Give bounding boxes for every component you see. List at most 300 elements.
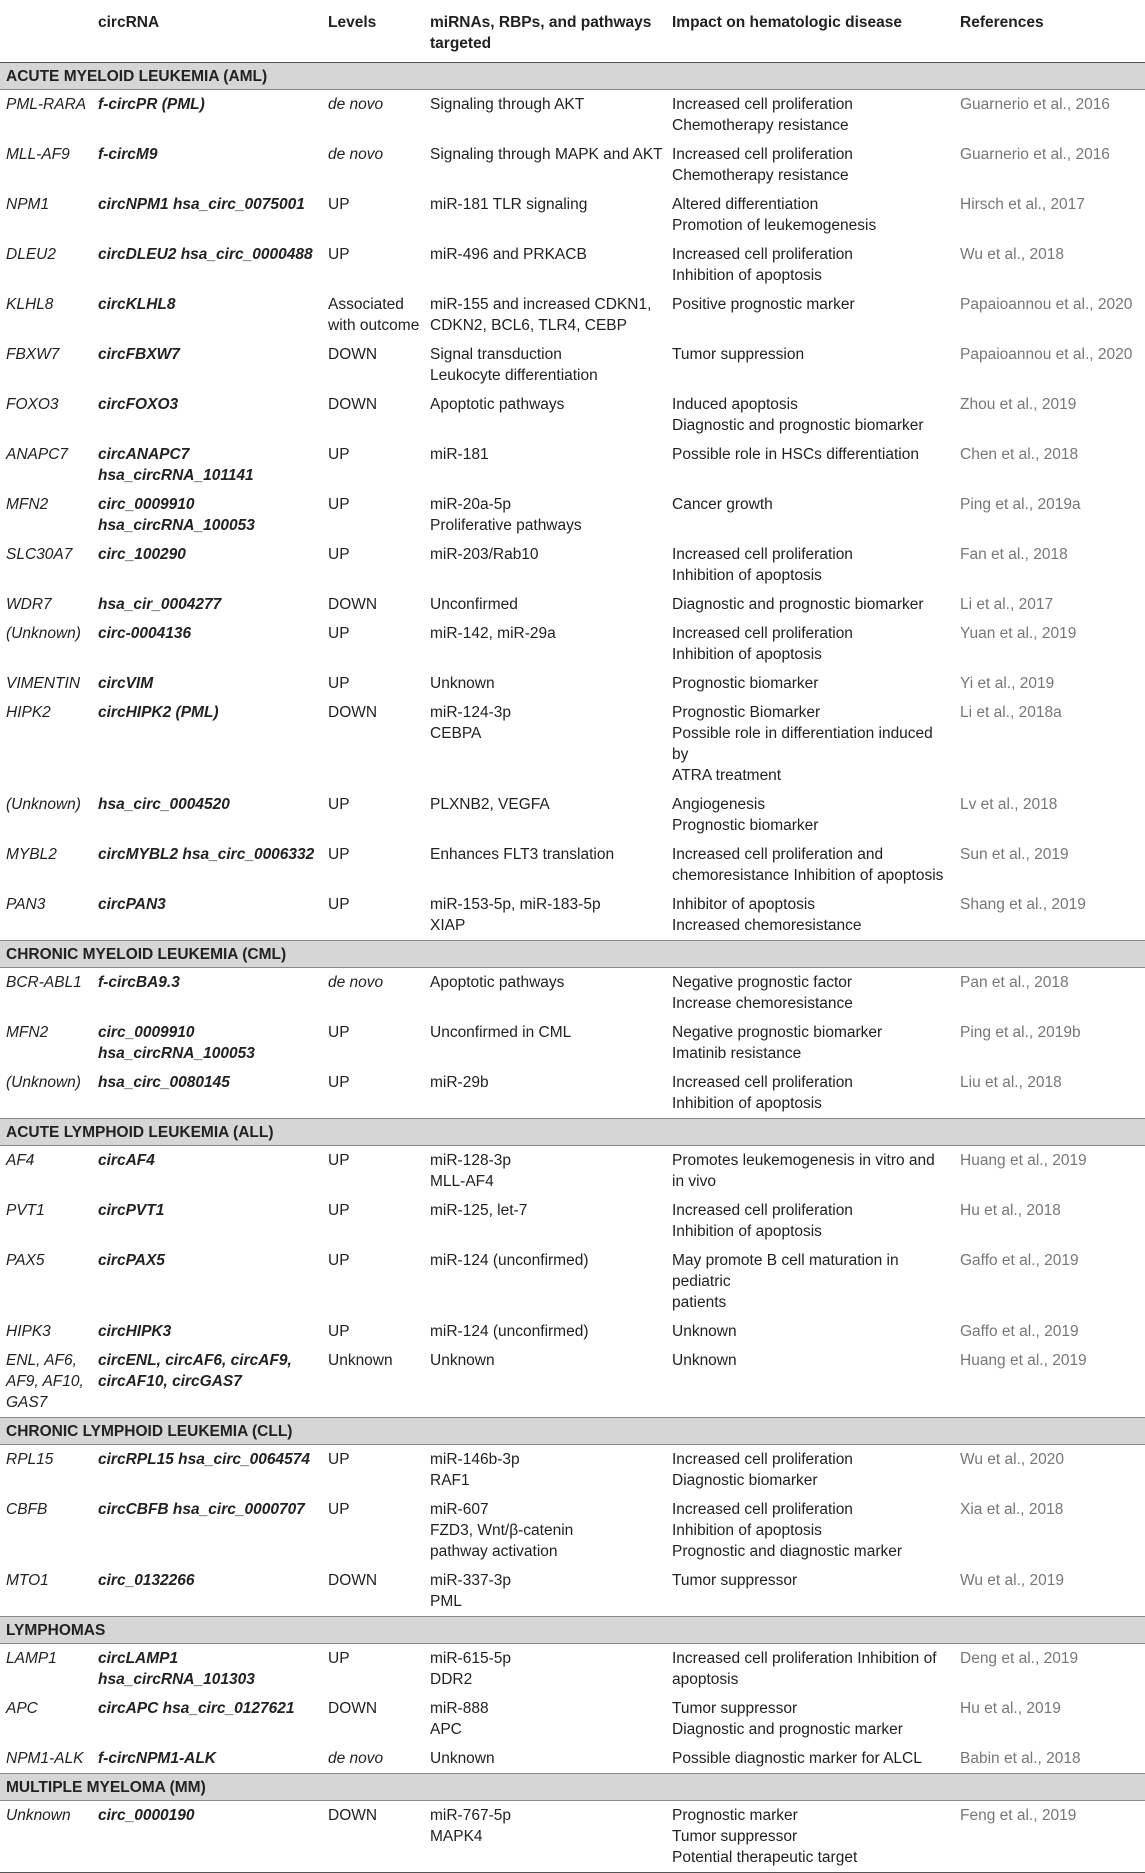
header-targets: miRNAs, RBPs, and pathways targeted: [426, 0, 668, 63]
targets-cell: [426, 390, 668, 440]
gene-cell-line: MLL-AF9: [6, 146, 70, 163]
levels-cell-line: UP: [328, 796, 350, 813]
impact-cell: [668, 1744, 956, 1774]
levels-cell-line: UP: [328, 675, 350, 692]
impact-cell: [668, 790, 956, 840]
targets-cell: [426, 490, 668, 540]
impact-cell-line: Diagnostic biomarker: [672, 1472, 818, 1489]
impact-cell-line: Possible role in differentiation induced by: [672, 725, 933, 763]
targets-cell-line: Unknown: [430, 1352, 495, 1369]
gene-cell-line: PAN3: [6, 896, 46, 913]
targets-cell-line: RAF1: [430, 1472, 470, 1489]
levels-cell-line: de novo: [328, 96, 384, 113]
targets-cell-line: Unconfirmed in CML: [430, 1024, 572, 1041]
circrna-cell-line: hsa_circ_0080145: [98, 1074, 230, 1091]
impact-cell-line: Diagnostic and prognostic biomarker: [672, 417, 924, 434]
targets-cell: [426, 140, 668, 190]
levels-cell: [324, 1196, 426, 1246]
circrna-cell: [94, 1566, 324, 1617]
impact-cell: [668, 490, 956, 540]
impact-cell-line: Increased cell proliferation: [672, 1074, 853, 1091]
impact-cell-line: Inhibition of apoptosis: [672, 1095, 822, 1112]
targets-cell: [426, 840, 668, 890]
circrna-cell-line: hsa_circRNA_101141: [98, 467, 254, 484]
impact-cell-line: Increased cell proliferation Inhibition of: [672, 1650, 937, 1667]
section-header-row: [0, 1617, 1145, 1644]
reference-cell: Papaioannou et al., 2020: [960, 296, 1133, 313]
impact-cell-line: Imatinib resistance: [672, 1045, 802, 1062]
table-row: [0, 1246, 1145, 1317]
circrna-cell: [94, 290, 324, 340]
table-row: [0, 90, 1145, 141]
circrna-cell-line: circPAX5: [98, 1252, 165, 1269]
circrna-cell: [94, 1196, 324, 1246]
levels-cell-line: UP: [328, 546, 350, 563]
circrna-cell-line: circ-0004136: [98, 625, 192, 642]
targets-cell-line: CEBPA: [430, 725, 482, 742]
impact-cell-line: Unknown: [672, 1323, 737, 1340]
impact-cell: [668, 1246, 956, 1317]
gene-cell-line: DLEU2: [6, 246, 56, 263]
targets-cell-line: Unconfirmed: [430, 596, 518, 613]
targets-cell: [426, 190, 668, 240]
impact-cell-line: Increased cell proliferation: [672, 146, 853, 163]
circrna-cell-line: f-circPR (PML): [98, 96, 205, 113]
table-row: [0, 390, 1145, 440]
reference-cell: Shang et al., 2019: [960, 896, 1086, 913]
gene-cell: [0, 190, 94, 240]
targets-cell: [426, 240, 668, 290]
circrna-cell: [94, 790, 324, 840]
gene-cell: [0, 90, 94, 141]
gene-cell-line: RPL15: [6, 1451, 54, 1468]
impact-cell-line: Increased cell proliferation: [672, 246, 853, 263]
circrna-cell-line: circ_0132266: [98, 1572, 195, 1589]
gene-cell-line: FBXW7: [6, 346, 60, 363]
reference-cell: Gaffo et al., 2019: [960, 1323, 1079, 1340]
table-row: [0, 1644, 1145, 1695]
levels-cell-line: DOWN: [328, 1807, 378, 1824]
table-row: [0, 240, 1145, 290]
targets-cell-line: XIAP: [430, 917, 466, 934]
table-row: [0, 590, 1145, 619]
circrna-cell: [94, 1317, 324, 1346]
targets-cell-line: Unknown: [430, 675, 495, 692]
table-row: [0, 490, 1145, 540]
header-references: References: [956, 0, 1145, 63]
levels-cell-line: UP: [328, 1202, 350, 1219]
targets-cell: [426, 1018, 668, 1068]
circrna-cell: [94, 890, 324, 941]
circrna-cell-line: circ_0000190: [98, 1807, 195, 1824]
circrna-cell: [94, 1495, 324, 1566]
targets-cell-line: Apoptotic pathways: [430, 974, 565, 991]
impact-cell-line: Tumor suppressor: [672, 1828, 798, 1845]
levels-cell-line: with outcome: [328, 317, 420, 334]
impact-cell-line: ATRA treatment: [672, 767, 782, 784]
circrna-cell: [94, 1694, 324, 1744]
circrna-cell-line: f-circBA9.3: [98, 974, 180, 991]
levels-cell-line: UP: [328, 1024, 350, 1041]
impact-cell-line: Inhibition of apoptosis: [672, 267, 822, 284]
impact-cell-line: Negative prognostic biomarker: [672, 1024, 883, 1041]
circrna-cell: [94, 1346, 324, 1418]
impact-cell-line: Possible role in HSCs differentiation: [672, 446, 919, 463]
impact-cell-line: chemoresistance Inhibition of apoptosis: [672, 867, 944, 884]
reference-cell: Wu et al., 2018: [960, 246, 1064, 263]
impact-cell-line: Inhibition of apoptosis: [672, 646, 822, 663]
targets-cell: [426, 669, 668, 698]
levels-cell-line: DOWN: [328, 1572, 378, 1589]
levels-cell-line: UP: [328, 246, 350, 263]
reference-cell: Feng et al., 2019: [956, 1801, 1145, 1873]
levels-cell: [324, 1346, 426, 1418]
targets-cell-line: miR-615-5p: [430, 1650, 511, 1667]
targets-cell-line: miR-337-3p: [430, 1572, 511, 1589]
gene-cell-line: (Unknown): [6, 1074, 81, 1091]
levels-cell-line: Unknown: [328, 1352, 393, 1369]
impact-cell: [668, 540, 956, 590]
gene-cell-line: AF4: [6, 1152, 35, 1169]
gene-cell: [0, 840, 94, 890]
circrna-cell: [94, 1644, 324, 1695]
impact-cell-line: Tumor suppression: [672, 346, 805, 363]
gene-cell: [0, 1495, 94, 1566]
gene-cell: [0, 669, 94, 698]
header-row: [0, 0, 1145, 63]
impact-cell-line: Diagnostic and prognostic marker: [672, 1721, 903, 1738]
targets-cell-line: FZD3, Wnt/β-catenin: [430, 1522, 574, 1539]
impact-cell-line: Inhibition of apoptosis: [672, 1522, 822, 1539]
circrna-cell: [94, 619, 324, 669]
targets-cell: [426, 590, 668, 619]
targets-cell-line: miR-125, let-7: [430, 1202, 528, 1219]
gene-cell-line: GAS7: [6, 1394, 48, 1411]
table-row: [0, 669, 1145, 698]
reference-cell: Chen et al., 2018: [960, 446, 1079, 463]
gene-cell-line: PML-RARA: [6, 96, 87, 113]
gene-cell-line: ANAPC7: [6, 446, 69, 463]
levels-cell-line: UP: [328, 1650, 350, 1667]
targets-cell: [426, 1246, 668, 1317]
impact-cell: [668, 1445, 956, 1496]
section-title: ACUTE LYMPHOID LEUKEMIA (ALL): [0, 1119, 1145, 1146]
reference-cell: Pan et al., 2018: [960, 974, 1069, 991]
impact-cell-line: Increased chemoresistance: [672, 917, 862, 934]
targets-cell-line: miR-146b-3p: [430, 1451, 520, 1468]
gene-cell-line: KLHL8: [6, 296, 54, 313]
targets-cell: [426, 540, 668, 590]
levels-cell: [324, 1644, 426, 1695]
levels-cell-line: UP: [328, 496, 350, 513]
impact-cell-line: Increased cell proliferation: [672, 1451, 853, 1468]
impact-cell-line: Altered differentiation: [672, 196, 819, 213]
table-row: [0, 1196, 1145, 1246]
targets-cell-line: Signal transduction: [430, 346, 562, 363]
table-row: [0, 340, 1145, 390]
table-row: [0, 698, 1145, 790]
targets-cell: [426, 698, 668, 790]
table-row: [0, 619, 1145, 669]
gene-cell: [0, 540, 94, 590]
targets-cell-line: miR-20a-5p: [430, 496, 511, 513]
circrna-cell: [94, 1246, 324, 1317]
levels-cell: [324, 190, 426, 240]
circrna-cell-line: circAF10, circGAS7: [98, 1373, 242, 1390]
targets-cell-line: DDR2: [430, 1671, 473, 1688]
circrna-cell: [94, 540, 324, 590]
levels-cell-line: UP: [328, 1323, 350, 1340]
gene-cell-line: WDR7: [6, 596, 52, 613]
targets-cell: [426, 1445, 668, 1496]
circrna-cell: [94, 340, 324, 390]
reference-cell: Guarnerio et al., 2016: [960, 146, 1110, 163]
table-row: [0, 1744, 1145, 1774]
targets-cell-line: miR-124-3p: [430, 704, 511, 721]
section-header-row: [0, 941, 1145, 968]
impact-cell-line: Positive prognostic marker: [672, 296, 855, 313]
targets-cell-line: CDKN2, BCL6, TLR4, CEBP: [430, 317, 627, 334]
levels-cell: [324, 1694, 426, 1744]
impact-cell-line: apoptosis: [672, 1671, 739, 1688]
gene-cell: [0, 1146, 94, 1197]
circrna-cell: [94, 140, 324, 190]
gene-cell: [0, 890, 94, 941]
circrna-cell-line: circAPC hsa_circ_0127621: [98, 1700, 295, 1717]
levels-cell-line: DOWN: [328, 396, 378, 413]
targets-cell-line: MLL-AF4: [430, 1173, 494, 1190]
levels-cell: [324, 240, 426, 290]
gene-cell-line: Unknown: [6, 1807, 71, 1824]
circrna-cell-line: circENL, circAF6, circAF9,: [98, 1352, 292, 1369]
circrna-cell-line: circHIPK3: [98, 1323, 172, 1340]
impact-cell: [668, 1495, 956, 1566]
reference-cell: Liu et al., 2018: [960, 1074, 1062, 1091]
reference-cell: Babin et al., 2018: [960, 1750, 1081, 1767]
levels-cell: [324, 1146, 426, 1197]
impact-cell-line: Increased cell proliferation and: [672, 846, 884, 863]
circrna-cell: [94, 698, 324, 790]
impact-cell: [668, 698, 956, 790]
levels-cell: [324, 669, 426, 698]
targets-cell: [426, 1346, 668, 1418]
targets-cell-line: miR-181 TLR signaling: [430, 196, 588, 213]
levels-cell-line: de novo: [328, 974, 384, 991]
levels-cell: [324, 140, 426, 190]
circrna-cell-line: circ_0009910: [98, 1024, 195, 1041]
gene-cell: [0, 1317, 94, 1346]
reference-cell: Gaffo et al., 2019: [960, 1252, 1079, 1269]
circrna-cell-line: circFOXO3: [98, 396, 179, 413]
reference-cell: Yi et al., 2019: [960, 675, 1055, 692]
reference-cell: Deng et al., 2019: [960, 1650, 1079, 1667]
gene-cell: [0, 698, 94, 790]
circrna-cell-line: hsa_circRNA_101303: [98, 1671, 255, 1688]
levels-cell: [324, 1445, 426, 1496]
gene-cell-line: NPM1-ALK: [6, 1750, 84, 1767]
targets-cell: [426, 1694, 668, 1744]
levels-cell: [324, 540, 426, 590]
circrna-cell-line: hsa_circRNA_100053: [98, 1045, 255, 1062]
targets-cell-line: miR-142, miR-29a: [430, 625, 556, 642]
impact-cell: [668, 240, 956, 290]
circrna-cell: [94, 590, 324, 619]
gene-cell-line: MTO1: [6, 1572, 49, 1589]
gene-cell: [0, 1246, 94, 1317]
targets-cell-line: miR-888: [430, 1700, 489, 1717]
gene-cell-line: (Unknown): [6, 625, 81, 642]
impact-cell-line: Increased cell proliferation: [672, 1501, 853, 1518]
impact-cell-line: Inhibitor of apoptosis: [672, 896, 816, 913]
targets-cell-line: PLXNB2, VEGFA: [430, 796, 550, 813]
circrna-cell-line: circPVT1: [98, 1202, 165, 1219]
reference-cell: Hirsch et al., 2017: [960, 196, 1085, 213]
levels-cell: [324, 590, 426, 619]
impact-cell-line: Increased cell proliferation: [672, 96, 853, 113]
circrna-cell-line: f-circM9: [98, 146, 158, 163]
impact-cell: [668, 290, 956, 340]
targets-cell-line: miR-203/Rab10: [430, 546, 539, 563]
reference-cell: Guarnerio et al., 2016: [960, 96, 1110, 113]
levels-cell: [324, 90, 426, 141]
gene-cell: [0, 1018, 94, 1068]
reference-cell: Li et al., 2018a: [960, 704, 1062, 721]
targets-cell: [426, 1317, 668, 1346]
reference-cell: Sun et al., 2019: [960, 846, 1069, 863]
gene-cell: [0, 140, 94, 190]
impact-cell-line: Prognostic and diagnostic marker: [672, 1543, 903, 1560]
targets-cell-line: Enhances FLT3 translation: [430, 846, 615, 863]
levels-cell-line: DOWN: [328, 1700, 378, 1717]
header-impact: Impact on hematologic disease: [668, 0, 956, 63]
reference-cell: Ping et al., 2019a: [960, 496, 1081, 513]
impact-cell: [668, 1018, 956, 1068]
gene-cell-line: MYBL2: [6, 846, 57, 863]
impact-cell: [668, 669, 956, 698]
table-row: [0, 1445, 1145, 1496]
circrna-cell-line: circCBFB hsa_circ_0000707: [98, 1501, 305, 1518]
circrna-cell: [94, 90, 324, 141]
circrna-cell: [94, 240, 324, 290]
circrna-cell-line: circ_100290: [98, 546, 186, 563]
levels-cell-line: UP: [328, 1451, 350, 1468]
gene-cell: [0, 1068, 94, 1119]
circrna-cell-line: circNPM1 hsa_circ_0075001: [98, 196, 305, 213]
circrna-cell-line: hsa_cir_0004277: [98, 596, 222, 613]
gene-cell-line: SLC30A7: [6, 546, 73, 563]
gene-cell: [0, 619, 94, 669]
impact-cell-line: May promote B cell maturation in pediatric: [672, 1252, 899, 1290]
circrna-cell: [94, 1068, 324, 1119]
circrna-cell-line: hsa_circRNA_100053: [98, 517, 255, 534]
levels-cell-line: UP: [328, 896, 350, 913]
circrna-cell: [94, 190, 324, 240]
levels-cell-line: DOWN: [328, 704, 378, 721]
impact-cell: [668, 1068, 956, 1119]
circrna-cell: [94, 1801, 324, 1873]
impact-cell: [668, 1566, 956, 1617]
impact-cell-line: Increased cell proliferation: [672, 625, 853, 642]
header-gene: [0, 0, 94, 63]
levels-cell-line: de novo: [328, 1750, 384, 1767]
levels-cell-line: UP: [328, 1252, 350, 1269]
targets-cell: [426, 1068, 668, 1119]
circrna-cell-line: circANAPC7: [98, 446, 190, 463]
table-row: [0, 1146, 1145, 1197]
gene-cell-line: HIPK3: [6, 1323, 51, 1340]
levels-cell-line: Associated: [328, 296, 404, 313]
levels-cell: [324, 390, 426, 440]
circrna-cell-line: circDLEU2 hsa_circ_0000488: [98, 246, 313, 263]
reference-cell: Huang et al., 2019: [960, 1152, 1087, 1169]
gene-cell: [0, 1346, 94, 1418]
levels-cell: [324, 890, 426, 941]
gene-cell: [0, 440, 94, 490]
circrna-cell-line: circ_0009910: [98, 496, 195, 513]
table-row: [0, 1566, 1145, 1617]
impact-cell-line: Increased cell proliferation: [672, 1202, 853, 1219]
impact-cell: [668, 968, 956, 1019]
impact-cell-line: Unknown: [672, 1352, 737, 1369]
impact-cell-line: Inhibition of apoptosis: [672, 567, 822, 584]
impact-cell-line: Angiogenesis: [672, 796, 766, 813]
impact-cell-line: Prognostic biomarker: [672, 817, 819, 834]
circrna-cell-line: f-circNPM1-ALK: [98, 1750, 216, 1767]
table-row: [0, 1801, 1145, 1873]
targets-cell-line: Apoptotic pathways: [430, 396, 565, 413]
impact-cell: [668, 140, 956, 190]
impact-cell: [668, 190, 956, 240]
levels-cell-line: UP: [328, 625, 350, 642]
targets-cell: [426, 440, 668, 490]
section-title: ACUTE MYELOID LEUKEMIA (AML): [0, 63, 1145, 90]
targets-cell: [426, 90, 668, 141]
table-row: [0, 1495, 1145, 1566]
table-row: [0, 140, 1145, 190]
impact-cell: [668, 390, 956, 440]
targets-cell: [426, 1146, 668, 1197]
circrna-cell: [94, 390, 324, 440]
reference-cell: Lv et al., 2018: [960, 796, 1058, 813]
table-row: [0, 1694, 1145, 1744]
gene-cell-line: CBFB: [6, 1501, 48, 1518]
circrna-cell: [94, 968, 324, 1019]
gene-cell: [0, 1566, 94, 1617]
targets-cell: [426, 1801, 668, 1873]
gene-cell: [0, 1196, 94, 1246]
circrna-cell-line: circPAN3: [98, 896, 166, 913]
impact-cell-line: Tumor suppressor: [672, 1572, 798, 1589]
targets-cell: [426, 1566, 668, 1617]
targets-cell-line: Unknown: [430, 1750, 495, 1767]
section-header-row: [0, 1774, 1145, 1801]
impact-cell-line: in vivo: [672, 1173, 716, 1190]
gene-cell: [0, 490, 94, 540]
table-row: [0, 290, 1145, 340]
impact-cell-line: Induced apoptosis: [672, 396, 798, 413]
circrna-cell-line: circFBXW7: [98, 346, 180, 363]
circrna-cell-line: circAF4: [98, 1152, 155, 1169]
targets-cell: [426, 1495, 668, 1566]
impact-cell: [668, 840, 956, 890]
circrna-cell: [94, 490, 324, 540]
targets-cell-line: PML: [430, 1593, 462, 1610]
targets-cell: [426, 790, 668, 840]
reference-cell: Fan et al., 2018: [960, 546, 1068, 563]
reference-cell: Papaioannou et al., 2020: [960, 346, 1133, 363]
gene-cell-line: (Unknown): [6, 796, 81, 813]
reference-cell: Huang et al., 2019: [960, 1352, 1087, 1369]
